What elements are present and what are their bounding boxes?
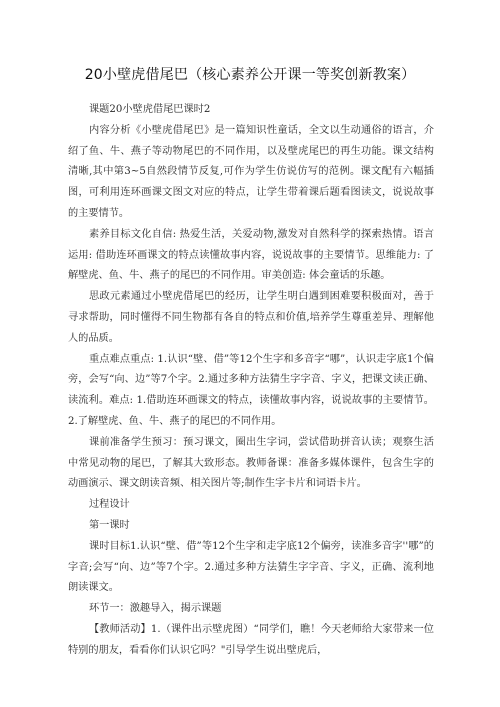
lesson-goals-paragraph: 课时目标1.认识“壁、借”等12个生字和走字底12个偏旁，读准多音字''哪”的字音;会写“向、边”等7个字。2.通过多种方法猜生字字音、字义，正确、流利地朗读课文。 xyxy=(68,540,434,594)
lesson-topic-paragraph: 课题20小壁虎借尾巴课时2 xyxy=(89,104,211,115)
step-one-heading: 环节一：激趣导入，揭示课题 xyxy=(89,603,222,615)
content-analysis-paragraph: 内容分析《小壁虎借尾巴》是一篇知识性童话，全文以生动通俗的语言，介绍了鱼、牛、燕子等动物尾巴的不同作用，以及壁虎尾巴的再生功能。课文结构清晰,其中第3~5自然段情节反复,可作为学生仿说仿写的范例。课文配有六幅插图，可利用连环画课文图文对应的特点，让学生带着课后题看图读文，说说故事的主要情节。 xyxy=(68,124,434,219)
preparation-paragraph: 课前准备学生预习：预习课文，圈出生字词，尝试借助拼音认读；观察生活中常见动物的尾巴，了解其大致形态。教师备课：准备多媒体课件，包含生字的动画演示、课文朗读音频、相关图片等;制作生字卡片和词语卡片。 xyxy=(68,436,434,490)
key-points-paragraph: 重点难点重点: 1.认识“壁、借”等12个生字和多音字“哪”，认识走字底1个偏旁，会写“向、边”等7个字。2.通过多种方法猜生字字音、字义，把课文读正确、读流利。难点: 1.借助连环画课文的特点，读懂故事内容，说说故事的主要情节。2.了解壁虎、鱼、牛、燕子的尾巴的不同作用。 xyxy=(68,353,434,427)
process-design-heading: 过程设计 xyxy=(89,499,130,511)
literacy-goals-paragraph: 素养目标文化自信: 热爱生活，关爱动物,激发对自然科学的探索热情。语言运用: 借助连环画课文的特点读懂故事内容，说说故事的主要情节。思维能力: 了解壁虎、鱼、牛、燕子的尾巴的不同作用。审美创造: 体会童话的乐趣。 xyxy=(68,228,434,282)
document-title: 20小壁虎借尾巴（核心素养公开课一等奖创新教案） xyxy=(84,67,416,83)
ideology-elements-paragraph: 思政元素通过小壁虎借尾巴的经历，让学生明白遇到困难要积极面对，善于寻求帮助，同时懂得不同生物都有各自的特点和价值,培养学生尊重差异、理解他人的品质。 xyxy=(68,291,434,344)
first-lesson-heading: 第一课时 xyxy=(89,519,130,531)
teacher-activity-paragraph: 【教师活动】1.（课件出示壁虎图）“同学们，瞧！今天老师给大家带来一位特别的朋友，看看你们认识它吗？"引导学生说出壁虎后， xyxy=(68,623,434,656)
document-body xyxy=(68,100,434,662)
